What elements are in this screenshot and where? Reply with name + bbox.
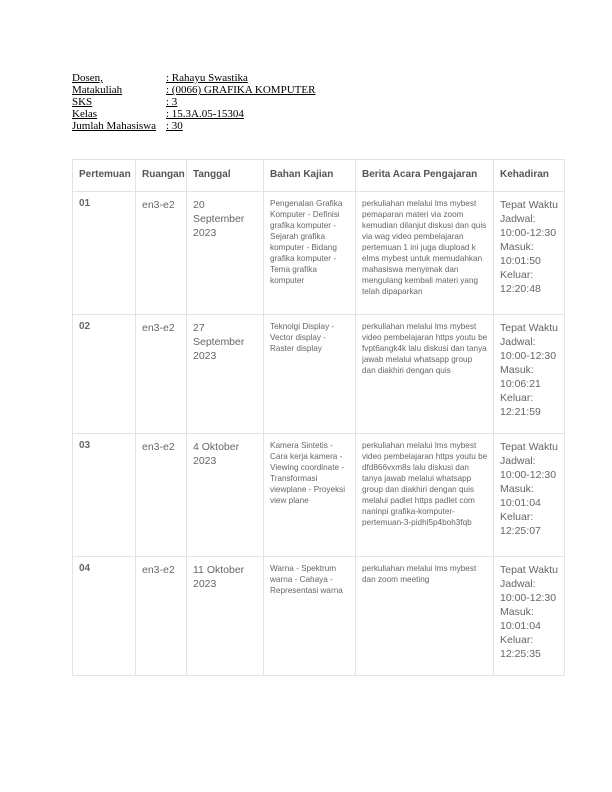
col-header-teaching-report: Berita Acara Pengajaran: [356, 160, 494, 192]
col-header-room: Ruangan: [136, 160, 187, 192]
info-label: Matakuliah: [72, 84, 123, 96]
table-header-row: [73, 160, 565, 192]
room-cell: en3-e2: [136, 192, 187, 315]
info-row-students: [72, 120, 315, 132]
info-row-class: [72, 108, 315, 120]
teaching-report-cell: perkuliahan melalui lms mybest pemaparan materi via zoom kemudian dilanjut diskusi dan quis via wag video pembelajaran pertemuan 1 ini juga diupload k elms mybest untuk memudahkan mahasiswa menyimak dan mengulang kembali materi yang telah dipaparkan: [356, 192, 494, 315]
meeting-number: 03: [73, 434, 136, 557]
table-row: [73, 315, 565, 434]
table-row: [73, 434, 565, 557]
date-cell: 27 September 2023: [187, 315, 264, 434]
date-cell: 20 September 2023: [187, 192, 264, 315]
col-header-topic: Bahan Kajian: [264, 160, 356, 192]
meeting-number: 01: [73, 192, 136, 315]
meeting-number: 02: [73, 315, 136, 434]
topic-cell: Kamera Sintetis - Cara kerja kamera - Viewing coordinate - Transformasi viewplane - Proyeksi view plane: [264, 434, 356, 557]
attendance-table: [72, 159, 565, 676]
date-cell: 4 Oktober 2023: [187, 434, 264, 557]
col-header-meeting: Pertemuan: [73, 160, 136, 192]
topic-cell: Pengenalan Grafika Komputer - Definisi grafika komputer - Sejarah grafika komputer - Bidang grafika komputer - Tema grafika komputer: [264, 192, 356, 315]
col-header-attendance: Kehadiran: [494, 160, 565, 192]
course-info: [72, 72, 315, 132]
topic-cell: Warna - Spektrum warna - Cahaya - Representasi warna: [264, 557, 356, 676]
table-row: [73, 557, 565, 676]
attendance-cell: Tepat Waktu Jadwal: 10:00-12:30 Masuk: 10:01:50 Keluar: 12:20:48: [494, 192, 565, 315]
room-cell: en3-e2: [136, 434, 187, 557]
topic-cell: Teknolgi Display - Vector display - Raster display: [264, 315, 356, 434]
info-label: Kelas: [72, 108, 98, 120]
info-label: Dosen,: [72, 72, 103, 84]
info-value: : (0066) GRAFIKA KOMPUTER: [166, 84, 316, 96]
room-cell: en3-e2: [136, 557, 187, 676]
info-value: : 30: [166, 120, 183, 132]
info-label: SKS: [72, 96, 93, 108]
table-row: [73, 192, 565, 315]
room-cell: en3-e2: [136, 315, 187, 434]
info-row-lecturer: [72, 72, 315, 84]
attendance-cell: Tepat Waktu Jadwal: 10:00-12:30 Masuk: 10:06:21 Keluar: 12:21:59: [494, 315, 565, 434]
info-value: : Rahayu Swastika: [166, 72, 248, 84]
attendance-cell: Tepat Waktu Jadwal: 10:00-12:30 Masuk: 10:01:04 Keluar: 12:25:07: [494, 434, 565, 557]
meeting-number: 04: [73, 557, 136, 676]
info-row-credits: [72, 96, 315, 108]
teaching-report-cell: perkuliahan melalui lms mybest video pembelajaran https youtu be fvpt6angk4k lalu diskusi dan tanya jawab melalui whatsapp group dan diakhiri dengan quis: [356, 315, 494, 434]
attendance-cell: Tepat Waktu Jadwal: 10:00-12:30 Masuk: 10:01:04 Keluar: 12:25:35: [494, 557, 565, 676]
info-label: Jumlah Mahasiswa: [72, 120, 157, 132]
info-value: : 3: [166, 96, 178, 108]
info-row-course: [72, 84, 315, 96]
teaching-report-cell: perkuliahan melalui lms mybest video pembelajaran https youtu be dfd866vxm8s lalu diskusi dan tanya jawab melalui whatsapp group dan diakhiri dengan quis melalui padlet https padlet com naninpi grafika-komputer-pertemuan-3-pidhl5p4boh3fqb: [356, 434, 494, 557]
teaching-report-cell: perkuliahan melalui lms mybest dan zoom meeting: [356, 557, 494, 676]
date-cell: 11 Oktober 2023: [187, 557, 264, 676]
col-header-date: Tanggal: [187, 160, 264, 192]
info-value: : 15.3A.05-15304: [166, 108, 244, 120]
